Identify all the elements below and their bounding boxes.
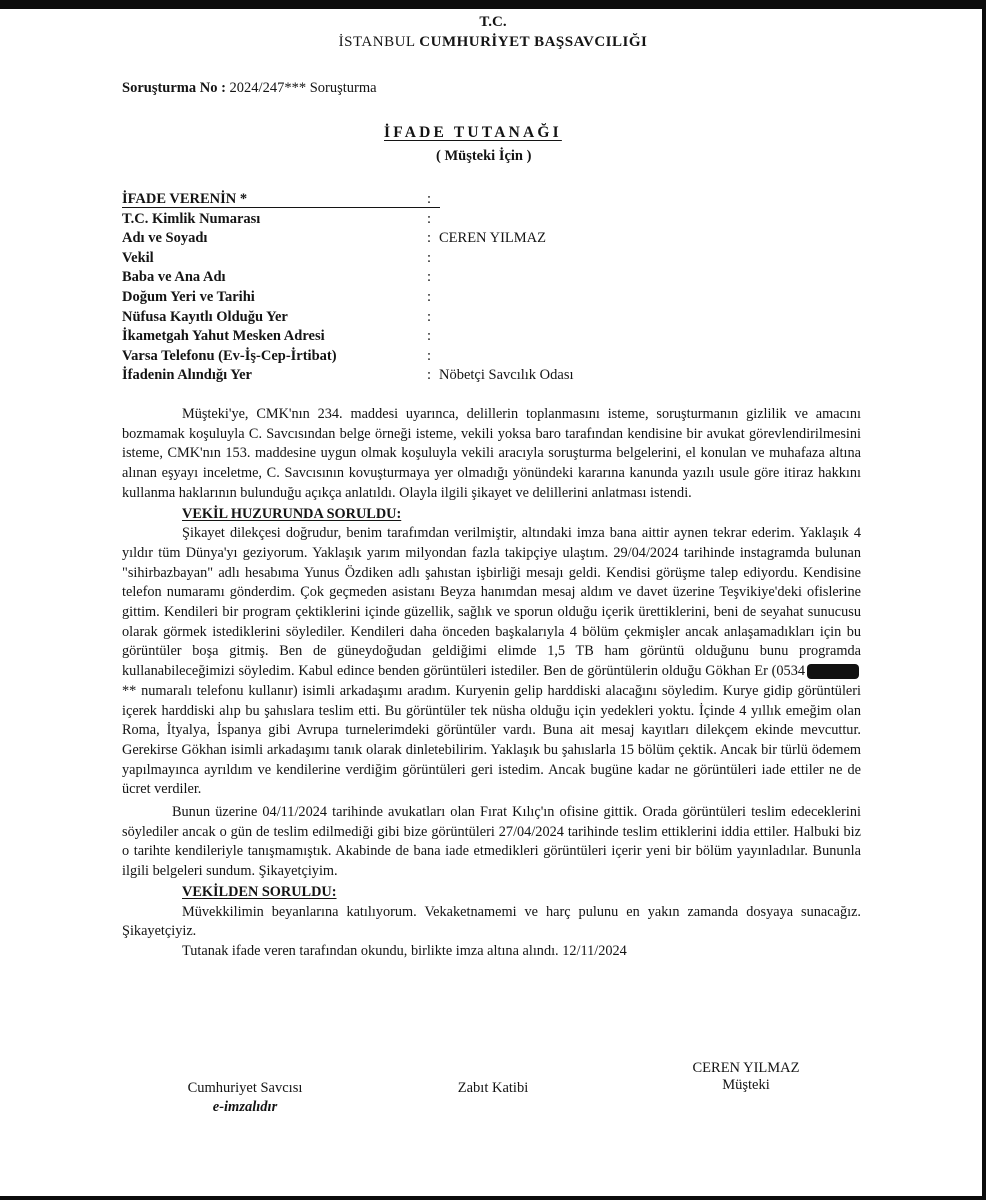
statement-paragraph-2: Bunun üzerine 04/11/2024 tarihinde avukatları olan Fırat Kılıç'ın ofisine gittik. Orada görüntüleri teslim edeceklerini söylediler ancak o gün de teslim edilmediği gibi bize görüntüleri 27/04/2024 tarihinde teslim ettiklerini iddia ettiler. Halbuki biz o tarihte kendileriyle tanışmamıştık. Akabinde de bana iade etmedikleri görüntüleri içerir yeni bir bölüm yayınladılar. Bununla ilgili belgeleri sundum. Şikayetçiyim.	[122, 804, 861, 880]
info-label: Adı ve Soyadı	[122, 230, 208, 247]
scan-edge-top	[0, 0, 986, 9]
info-colon: :	[427, 328, 432, 345]
header-tc: T.C.	[479, 14, 507, 30]
info-header-rule	[122, 207, 440, 208]
case-number-label: Soruşturma No :	[122, 80, 226, 96]
lawyer-paragraph: Müvekkilimin beyanlarına katılıyorum. Vekaketnamemi ve harç pulunu en yakın zamanda dosyaya sunacağız. Şikayetçiyiz.	[122, 903, 861, 940]
info-colon: :	[427, 210, 432, 227]
statement-text-part-a: Şikayet dilekçesi doğrudur, benim tarafımdan verilmiştir, altındaki imza bana aittir aynen tekrar ederim. Yaklaşık 4 yıldır tüm Dünya'yı geziyorum. Yaklaşık yarım milyondan fazla takipçiye ulaştım. 29/04/2024 tarihinde instagramda bulunan "sihirbazbayan" adlı hesabıma Yunus Özdiken adlı şahıstan işbirliği mesajı geldi. Kendisi görüşme talep ediyordu. Kendisine telefon numaramı gönderdim. Çok geçmeden asistanı Beyza hanımdan mesaj aldım ve davet üzerine Teşvikiye'deki ofislerine gittim. Kendileri bir program çektiklerini içinde güzellik, sağlık ve sporun olduğu içerik ürettiklerini, beni de seyahat sunucusu olarak görmek istediklerini söylediler. Kendileri daha önceden başkalarıyla 4 bölüm çekmişler ancak anlaşamadıkları için bu görüntüler boşa gitmiş. Ben de güneydoğudan geldiğimi elimde 1,5 TB ham görüntü olduğunu bunu programda kullanabileceğimizi söyledim. Kabul edince benden görüntüleri istediler. Ben de görüntülerin olduğu Gökhan Er (0534	[122, 525, 861, 680]
info-colon: :	[427, 191, 432, 207]
info-label: Baba ve Ana Adı	[122, 269, 226, 286]
signature-complainant	[676, 1060, 816, 1094]
info-label: Vekil	[122, 249, 154, 266]
info-row	[122, 250, 722, 270]
info-label: İfadenin Alındığı Yer	[122, 367, 252, 384]
info-row	[122, 348, 722, 368]
complainant-name: CEREN YILMAZ	[692, 1060, 800, 1076]
info-label: İFADE VERENİN *	[122, 191, 248, 207]
scan-edge-bottom	[0, 1196, 986, 1200]
info-colon: :	[427, 308, 432, 325]
info-table	[122, 191, 722, 387]
info-label: T.C. Kimlik Numarası	[122, 210, 261, 227]
info-row	[122, 230, 722, 250]
info-row	[122, 269, 722, 289]
complainant-role: Müşteki	[722, 1077, 770, 1093]
info-label: Varsa Telefonu (Ev-İş-Cep-İrtibat)	[122, 347, 337, 364]
info-colon: :	[427, 269, 432, 286]
section-heading-lawyer: VEKİLDEN SORULDU:	[182, 883, 337, 900]
prosecutor-title: Cumhuriyet Savcısı	[187, 1080, 303, 1096]
info-row	[122, 211, 722, 231]
info-colon: :	[427, 367, 432, 384]
info-label: Nüfusa Kayıtlı Olduğu Yer	[122, 308, 288, 325]
info-value: Nöbetçi Savcılık Odası	[439, 367, 574, 384]
section-heading-lawyer-present: VEKİL HUZURUNDA SORULDU:	[182, 505, 402, 522]
info-label: İkametgah Yahut Mesken Adresi	[122, 328, 325, 345]
office-city: İSTANBUL	[338, 34, 416, 50]
document-subtitle: ( Müşteki İçin )	[436, 148, 532, 164]
info-row	[122, 328, 722, 348]
document-title: İFADE TUTANAĞI	[384, 124, 562, 141]
info-row	[122, 309, 722, 329]
scan-edge-right	[982, 0, 986, 1200]
info-value: CEREN YILMAZ	[439, 230, 546, 247]
header-office	[0, 34, 986, 51]
info-colon: :	[427, 249, 432, 266]
statement-body	[122, 405, 861, 962]
e-signature-note: e-imzalıdır	[212, 1099, 278, 1115]
rights-paragraph: Müşteki'ye, CMK'nın 234. maddesi uyarınca, delillerin toplanmasını isteme, soruşturmanın gizlilik ve amacını bozmamak koşuluyla C. Savcısından belge örneği isteme, vekili yoksa baro tarafından kendisine bir avukat görevlendirilmesini isteme, CMK'nın 153. maddesine uygun olmak koşuluyla vekili aracıyla soruşturma belgelerini, el konulan ve muhafaza altına alınan eşyayı inceletme, C. Savcısının kovuşturmaya yer olmadığı yönündeki kararına kanunda yazılı usule göre itiraz hakkını kullanma haklarının bulunduğu açıkça anlatıldı. Olayla ilgili şikayet ve delillerini anlatması istendi.	[122, 406, 861, 501]
info-colon: :	[427, 347, 432, 364]
info-row	[122, 191, 722, 211]
case-number	[122, 80, 377, 97]
info-row	[122, 367, 722, 387]
info-colon: :	[427, 288, 432, 305]
info-label: Doğum Yeri ve Tarihi	[122, 288, 255, 305]
redaction-mark	[807, 664, 859, 679]
closing-line: Tutanak ifade veren tarafından okundu, birlikte imza altına alındı. 12/11/2024	[182, 942, 627, 959]
statement-paragraph	[122, 524, 861, 800]
clerk-title: Zabıt Katibi	[457, 1080, 529, 1096]
info-colon: :	[427, 230, 432, 247]
statement-text-part-b: ** numaralı telefonu kullanır) isimli arkadaşımı aradım. Kuryenin gelip harddiski alacağını söyledim. Kurye gidip görüntüleri içerek harddiski alıp bu şahıslara teslim etti. Bu görüntüler tek nüsha olduğu için yedekleri yoktu. İçinde 4 yıllık emeğim olan Roma, İtyalya, İspanya gibi Avrupa turnelerimdeki görüntüler vardı. Buna ait mesaj kayıtları dilekçem ekinde mevcuttur. Gerekirse Gökhan isimli arkadaşımı tanık olarak dinletebilirim. Yaklaşık bu şahıslarla 15 bölüm çektik. Ancak bir türlü ödemem yapılmayınca ayrıldım ve kendilerine verdiğim görüntüleri geri istedim. Ancak bugüne kadar ne görüntüleri iade ettiler ne de ücret verdiler.	[122, 682, 861, 798]
office-name: CUMHURİYET BAŞSAVCILIĞI	[419, 34, 648, 50]
signature-prosecutor	[180, 1080, 310, 1116]
case-number-value: 2024/247*** Soruşturma	[229, 80, 377, 96]
signature-clerk	[448, 1080, 538, 1097]
info-row	[122, 289, 722, 309]
